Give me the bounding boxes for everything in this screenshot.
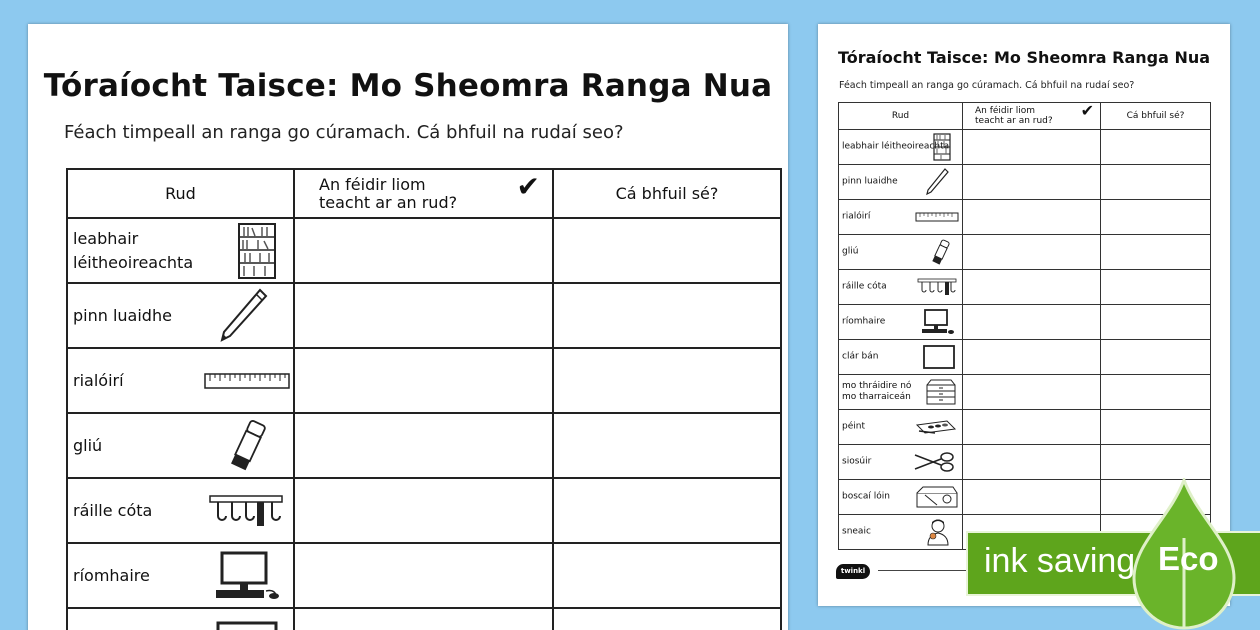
computer-icon [921, 309, 955, 335]
can-reach-cell [294, 543, 553, 608]
item-name: rialóirí [73, 370, 124, 390]
twinkl-logo: twinkl [836, 564, 870, 579]
ink-saving-text: ink saving [984, 542, 1136, 580]
paint-icon [915, 419, 957, 435]
header-where: Cá bhfuil sé? [553, 169, 781, 218]
coat-rack-icon [208, 492, 284, 530]
item-cell [67, 608, 294, 630]
table-row [67, 608, 781, 630]
where-cell [1101, 235, 1211, 270]
header-can-reach [963, 103, 1101, 130]
table-row [839, 340, 1211, 375]
item-cell [839, 270, 963, 305]
can-reach-cell [963, 305, 1101, 340]
can-reach-cell [963, 270, 1101, 305]
item-name: ríomhaire [73, 565, 150, 585]
where-cell [1101, 165, 1211, 200]
header-can-reach-line2: teacht ar an rud? [319, 192, 458, 212]
can-reach-cell [963, 200, 1101, 235]
can-reach-cell [963, 375, 1101, 410]
where-cell [553, 413, 781, 478]
item-name: sneaic [842, 526, 871, 537]
checkmark-icon: ✔ [1080, 101, 1094, 120]
can-reach-cell [963, 480, 1101, 515]
whiteboard-icon [923, 345, 955, 369]
table-row [67, 413, 781, 478]
item-name: péint [842, 421, 865, 432]
bookshelf-icon [933, 133, 951, 161]
item-name: pinn luaidhe [73, 305, 172, 325]
item-cell [839, 165, 963, 200]
table-row [67, 283, 781, 348]
lunchbox-icon [915, 485, 959, 509]
can-reach-cell [294, 413, 553, 478]
header-can-reach-line2: teacht ar an rud? [975, 116, 1053, 126]
item-cell [67, 543, 294, 608]
header-can-reach-line1: An féidir liom [975, 106, 1035, 116]
item-name: ráille cóta [73, 500, 153, 520]
item-name: boscaí lóin [842, 491, 890, 502]
glue-stick-icon [228, 419, 268, 473]
can-reach-cell [963, 165, 1101, 200]
where-cell [553, 478, 781, 543]
computer-icon [214, 551, 282, 601]
can-reach-cell [963, 340, 1101, 375]
where-cell [1101, 200, 1211, 235]
eco-label: Eco [1158, 540, 1219, 577]
can-reach-cell [963, 235, 1101, 270]
header-can-reach [294, 169, 553, 218]
header-item: Rud [67, 169, 294, 218]
table-row [839, 165, 1211, 200]
table-row [839, 200, 1211, 235]
where-cell [553, 608, 781, 630]
table-row [839, 235, 1211, 270]
where-cell [1101, 305, 1211, 340]
item-name: ríomhaire [842, 316, 886, 327]
item-cell [839, 130, 963, 165]
can-reach-cell [963, 445, 1101, 480]
item-cell [67, 413, 294, 478]
pencil-icon [218, 288, 268, 344]
table-row [67, 348, 781, 413]
item-table [66, 168, 782, 630]
instructions: Féach timpeall an ranga go cúramach. Cá bhfuil na rudaí seo? [64, 122, 624, 143]
whiteboard-icon [216, 621, 278, 630]
ruler-icon [204, 372, 290, 390]
item-cell [67, 478, 294, 543]
table-row [67, 478, 781, 543]
item-name: siosúir [842, 456, 872, 467]
where-cell [1101, 270, 1211, 305]
item-name: mo thráidire nó mo tharraiceán [842, 381, 912, 402]
can-reach-cell [294, 348, 553, 413]
preview-title: Tóraíocht Taisce: Mo Sheomra Ranga Nua [837, 48, 1211, 67]
can-reach-cell [294, 283, 553, 348]
item-name: pinn luaidhe [842, 176, 898, 187]
where-cell [553, 348, 781, 413]
where-cell [553, 283, 781, 348]
item-name: ráille cóta [842, 281, 887, 292]
where-cell [1101, 130, 1211, 165]
bookshelf-icon [238, 223, 276, 279]
ruler-icon [915, 212, 959, 222]
item-name: gliú [842, 246, 859, 257]
table-row [839, 410, 1211, 445]
item-cell [839, 515, 963, 550]
drawers-icon [925, 379, 957, 405]
item-cell [839, 445, 963, 480]
table-header-row [67, 169, 781, 218]
scissors-icon [913, 451, 957, 473]
table-row [839, 130, 1211, 165]
coat-rack-icon [917, 277, 957, 297]
glue-stick-icon [931, 238, 951, 266]
table-row [67, 218, 781, 283]
worksheet-page-large [28, 24, 788, 630]
item-name: gliú [73, 435, 103, 455]
item-cell [839, 340, 963, 375]
table-row [839, 375, 1211, 410]
item-cell [839, 235, 963, 270]
where-cell [553, 218, 781, 283]
can-reach-cell [294, 218, 553, 283]
table-row [839, 305, 1211, 340]
can-reach-cell [294, 478, 553, 543]
item-name: leabhair léitheoireachta [73, 228, 194, 272]
item-cell [839, 410, 963, 445]
item-cell [839, 375, 963, 410]
item-cell [839, 480, 963, 515]
can-reach-cell [963, 130, 1101, 165]
item-cell [67, 283, 294, 348]
header-can-reach-line1: An féidir liom [319, 174, 426, 194]
pencil-icon [925, 168, 949, 196]
item-name: clár bán [842, 351, 879, 362]
can-reach-cell [963, 410, 1101, 445]
table-row [839, 445, 1211, 480]
table-row [67, 543, 781, 608]
table-header-row [839, 103, 1211, 130]
page-title: Tóraíocht Taisce: Mo Sheomra Ranga Nua [43, 68, 773, 104]
item-cell [67, 218, 294, 283]
item-cell [839, 200, 963, 235]
item-name: rialóirí [842, 211, 871, 222]
can-reach-cell [294, 608, 553, 630]
where-cell [1101, 375, 1211, 410]
where-cell [1101, 410, 1211, 445]
header-item: Rud [839, 103, 963, 130]
table-row [839, 270, 1211, 305]
header-where: Cá bhfuil sé? [1101, 103, 1211, 130]
checkmark-icon: ✔ [516, 170, 540, 203]
where-cell [1101, 340, 1211, 375]
where-cell [1101, 445, 1211, 480]
where-cell [553, 543, 781, 608]
item-name: leabhair léitheoireachta [842, 141, 950, 152]
snack-icon [925, 518, 951, 546]
preview-instructions: Féach timpeall an ranga go cúramach. Cá bhfuil na rudaí seo? [839, 80, 1135, 91]
item-cell [839, 305, 963, 340]
item-cell [67, 348, 294, 413]
